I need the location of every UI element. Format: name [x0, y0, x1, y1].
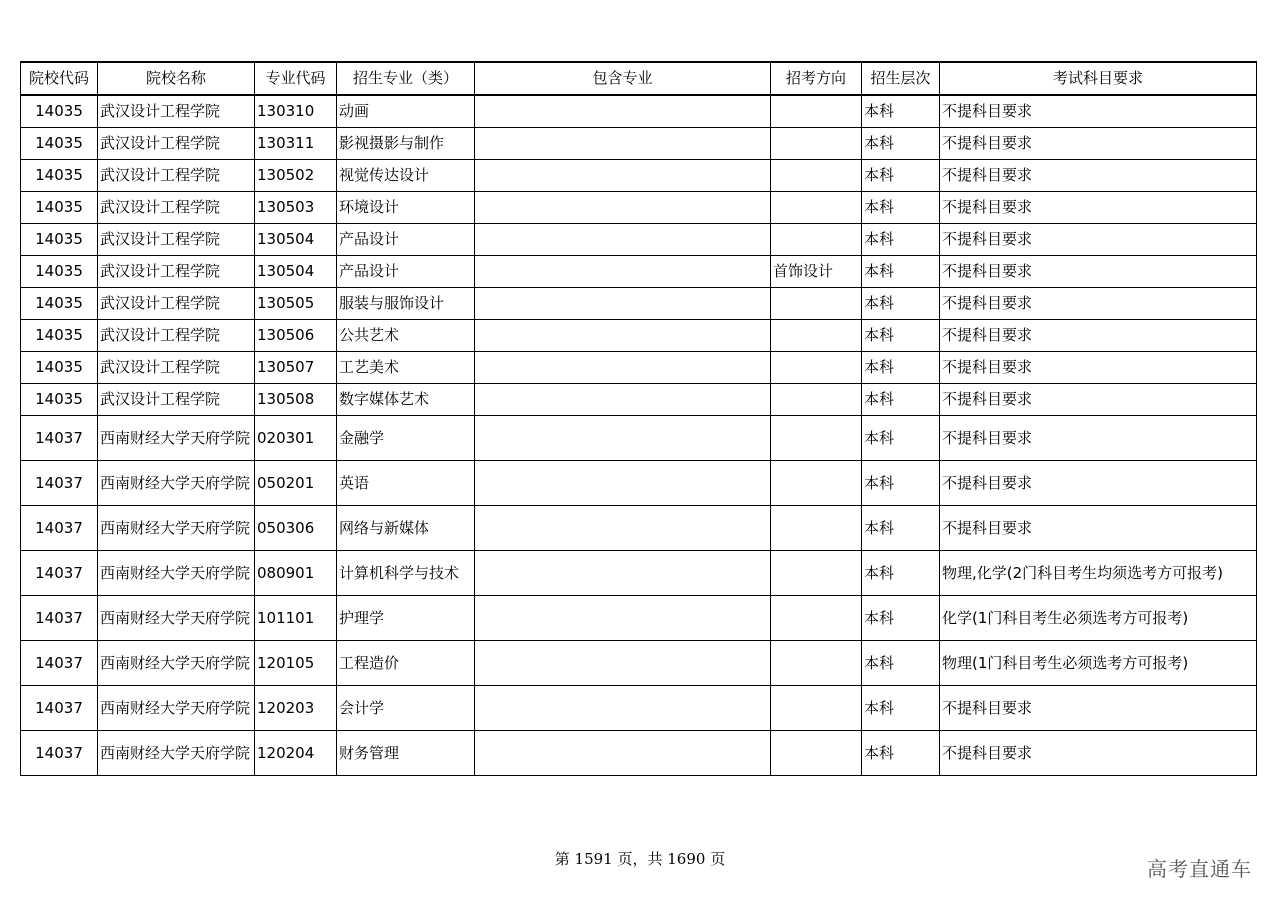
table-row — [21, 506, 1257, 551]
header-direction: 招考方向 — [771, 62, 862, 95]
cell-direction — [771, 160, 862, 192]
table-row — [21, 384, 1257, 416]
table-row — [21, 95, 1257, 128]
cell-direction — [771, 288, 862, 320]
table-row — [21, 288, 1257, 320]
cell-major-code: 130506 — [255, 320, 337, 352]
cell-includes — [475, 224, 771, 256]
cell-direction — [771, 192, 862, 224]
cell-level: 本科 — [862, 128, 940, 160]
cell-includes — [475, 551, 771, 596]
header-school-name: 院校名称 — [98, 62, 255, 95]
cell-school-code: 14037 — [21, 686, 98, 731]
cell-major: 服装与服饰设计 — [337, 288, 475, 320]
cell-school-name: 武汉设计工程学院 — [98, 384, 255, 416]
header-requirement: 考试科目要求 — [940, 62, 1257, 95]
cell-major: 动画 — [337, 95, 475, 128]
cell-includes — [475, 160, 771, 192]
cell-school-name: 西南财经大学天府学院 — [98, 461, 255, 506]
admissions-table — [20, 61, 1257, 776]
cell-direction — [771, 551, 862, 596]
table-row — [21, 320, 1257, 352]
cell-school-name: 西南财经大学天府学院 — [98, 641, 255, 686]
cell-direction — [771, 384, 862, 416]
cell-major-code: 120204 — [255, 731, 337, 776]
cell-major-code: 130507 — [255, 352, 337, 384]
table-body — [21, 95, 1257, 776]
cell-major-code: 120105 — [255, 641, 337, 686]
cell-includes — [475, 352, 771, 384]
cell-includes — [475, 384, 771, 416]
cell-major: 计算机科学与技术 — [337, 551, 475, 596]
cell-school-name: 武汉设计工程学院 — [98, 352, 255, 384]
cell-school-name: 武汉设计工程学院 — [98, 224, 255, 256]
cell-requirement: 不提科目要求 — [940, 461, 1257, 506]
header-school-code: 院校代码 — [21, 62, 98, 95]
cell-school-name: 武汉设计工程学院 — [98, 320, 255, 352]
cell-school-name: 西南财经大学天府学院 — [98, 686, 255, 731]
cell-level: 本科 — [862, 95, 940, 128]
cell-direction — [771, 95, 862, 128]
cell-school-code: 14035 — [21, 352, 98, 384]
cell-includes — [475, 256, 771, 288]
cell-major: 工程造价 — [337, 641, 475, 686]
cell-includes — [475, 95, 771, 128]
cell-school-code: 14037 — [21, 461, 98, 506]
cell-includes — [475, 731, 771, 776]
cell-requirement: 不提科目要求 — [940, 506, 1257, 551]
header-major-code: 专业代码 — [255, 62, 337, 95]
cell-major-code: 130503 — [255, 192, 337, 224]
header-major: 招生专业（类） — [337, 62, 475, 95]
cell-level: 本科 — [862, 320, 940, 352]
cell-major: 环境设计 — [337, 192, 475, 224]
cell-major-code: 130508 — [255, 384, 337, 416]
cell-level: 本科 — [862, 384, 940, 416]
cell-major-code: 130311 — [255, 128, 337, 160]
cell-school-code: 14035 — [21, 192, 98, 224]
cell-major: 产品设计 — [337, 224, 475, 256]
cell-level: 本科 — [862, 596, 940, 641]
header-includes: 包含专业 — [475, 62, 771, 95]
cell-school-code: 14037 — [21, 416, 98, 461]
cell-major-code: 050306 — [255, 506, 337, 551]
cell-level: 本科 — [862, 192, 940, 224]
cell-major-code: 130310 — [255, 95, 337, 128]
cell-requirement: 不提科目要求 — [940, 384, 1257, 416]
cell-direction — [771, 461, 862, 506]
cell-level: 本科 — [862, 551, 940, 596]
cell-school-code: 14037 — [21, 731, 98, 776]
table-row — [21, 224, 1257, 256]
table-row — [21, 686, 1257, 731]
cell-level: 本科 — [862, 731, 940, 776]
cell-major-code: 130505 — [255, 288, 337, 320]
cell-includes — [475, 686, 771, 731]
cell-school-name: 武汉设计工程学院 — [98, 256, 255, 288]
cell-includes — [475, 596, 771, 641]
cell-level: 本科 — [862, 352, 940, 384]
cell-direction — [771, 224, 862, 256]
cell-requirement: 不提科目要求 — [940, 256, 1257, 288]
watermark-logo: 高考直通车 — [1147, 857, 1252, 881]
cell-requirement: 化学(1门科目考生必须选考方可报考) — [940, 596, 1257, 641]
cell-major-code: 130504 — [255, 256, 337, 288]
cell-school-code: 14035 — [21, 160, 98, 192]
cell-major: 产品设计 — [337, 256, 475, 288]
cell-school-code: 14035 — [21, 384, 98, 416]
cell-requirement: 不提科目要求 — [940, 128, 1257, 160]
cell-includes — [475, 641, 771, 686]
table-row — [21, 596, 1257, 641]
cell-school-name: 西南财经大学天府学院 — [98, 596, 255, 641]
cell-major-code: 080901 — [255, 551, 337, 596]
cell-major: 数字媒体艺术 — [337, 384, 475, 416]
cell-school-name: 武汉设计工程学院 — [98, 160, 255, 192]
cell-major-code: 130504 — [255, 224, 337, 256]
cell-requirement: 物理,化学(2门科目考生均须选考方可报考) — [940, 551, 1257, 596]
cell-level: 本科 — [862, 461, 940, 506]
cell-major-code: 120203 — [255, 686, 337, 731]
cell-includes — [475, 506, 771, 551]
cell-direction — [771, 352, 862, 384]
cell-major-code: 101101 — [255, 596, 337, 641]
cell-school-code: 14035 — [21, 288, 98, 320]
cell-school-name: 西南财经大学天府学院 — [98, 551, 255, 596]
cell-direction: 首饰设计 — [771, 256, 862, 288]
table-row — [21, 416, 1257, 461]
cell-major: 英语 — [337, 461, 475, 506]
cell-includes — [475, 192, 771, 224]
cell-level: 本科 — [862, 224, 940, 256]
cell-major: 网络与新媒体 — [337, 506, 475, 551]
cell-level: 本科 — [862, 256, 940, 288]
cell-direction — [771, 506, 862, 551]
cell-major: 影视摄影与制作 — [337, 128, 475, 160]
table-row — [21, 192, 1257, 224]
cell-school-code: 14035 — [21, 128, 98, 160]
cell-requirement: 不提科目要求 — [940, 192, 1257, 224]
cell-school-code: 14037 — [21, 641, 98, 686]
cell-major: 视觉传达设计 — [337, 160, 475, 192]
table-row — [21, 352, 1257, 384]
cell-requirement: 不提科目要求 — [940, 288, 1257, 320]
cell-major-code: 050201 — [255, 461, 337, 506]
table-row — [21, 461, 1257, 506]
header-row — [21, 62, 1257, 95]
cell-requirement: 不提科目要求 — [940, 686, 1257, 731]
cell-level: 本科 — [862, 506, 940, 551]
cell-level: 本科 — [862, 288, 940, 320]
cell-school-code: 14035 — [21, 256, 98, 288]
cell-school-name: 武汉设计工程学院 — [98, 128, 255, 160]
cell-school-code: 14037 — [21, 506, 98, 551]
cell-requirement: 不提科目要求 — [940, 416, 1257, 461]
table-row — [21, 128, 1257, 160]
cell-school-code: 14035 — [21, 224, 98, 256]
page-footer: 第 1591 页，共 1690 页 — [554, 850, 726, 868]
cell-direction — [771, 596, 862, 641]
cell-direction — [771, 128, 862, 160]
cell-requirement: 不提科目要求 — [940, 160, 1257, 192]
table-row — [21, 160, 1257, 192]
cell-includes — [475, 128, 771, 160]
cell-requirement: 不提科目要求 — [940, 95, 1257, 128]
cell-direction — [771, 320, 862, 352]
cell-requirement: 不提科目要求 — [940, 320, 1257, 352]
cell-direction — [771, 416, 862, 461]
cell-requirement: 不提科目要求 — [940, 731, 1257, 776]
cell-includes — [475, 320, 771, 352]
cell-major: 公共艺术 — [337, 320, 475, 352]
cell-direction — [771, 641, 862, 686]
cell-school-code: 14037 — [21, 551, 98, 596]
table-row — [21, 256, 1257, 288]
cell-school-name: 武汉设计工程学院 — [98, 288, 255, 320]
cell-requirement: 不提科目要求 — [940, 352, 1257, 384]
cell-major-code: 130502 — [255, 160, 337, 192]
cell-school-name: 西南财经大学天府学院 — [98, 506, 255, 551]
cell-major: 护理学 — [337, 596, 475, 641]
cell-school-code: 14037 — [21, 596, 98, 641]
cell-major-code: 020301 — [255, 416, 337, 461]
cell-major: 财务管理 — [337, 731, 475, 776]
cell-school-name: 西南财经大学天府学院 — [98, 416, 255, 461]
cell-major: 会计学 — [337, 686, 475, 731]
cell-major: 工艺美术 — [337, 352, 475, 384]
cell-level: 本科 — [862, 686, 940, 731]
cell-direction — [771, 731, 862, 776]
cell-direction — [771, 686, 862, 731]
cell-school-code: 14035 — [21, 320, 98, 352]
cell-includes — [475, 461, 771, 506]
cell-includes — [475, 288, 771, 320]
cell-level: 本科 — [862, 641, 940, 686]
cell-major: 金融学 — [337, 416, 475, 461]
cell-includes — [475, 416, 771, 461]
cell-school-name: 武汉设计工程学院 — [98, 95, 255, 128]
cell-school-name: 西南财经大学天府学院 — [98, 731, 255, 776]
table-row — [21, 731, 1257, 776]
cell-requirement: 不提科目要求 — [940, 224, 1257, 256]
cell-level: 本科 — [862, 416, 940, 461]
cell-school-name: 武汉设计工程学院 — [98, 192, 255, 224]
cell-school-code: 14035 — [21, 95, 98, 128]
table-row — [21, 551, 1257, 596]
table-row — [21, 641, 1257, 686]
cell-level: 本科 — [862, 160, 940, 192]
cell-requirement: 物理(1门科目考生必须选考方可报考) — [940, 641, 1257, 686]
header-level: 招生层次 — [862, 62, 940, 95]
